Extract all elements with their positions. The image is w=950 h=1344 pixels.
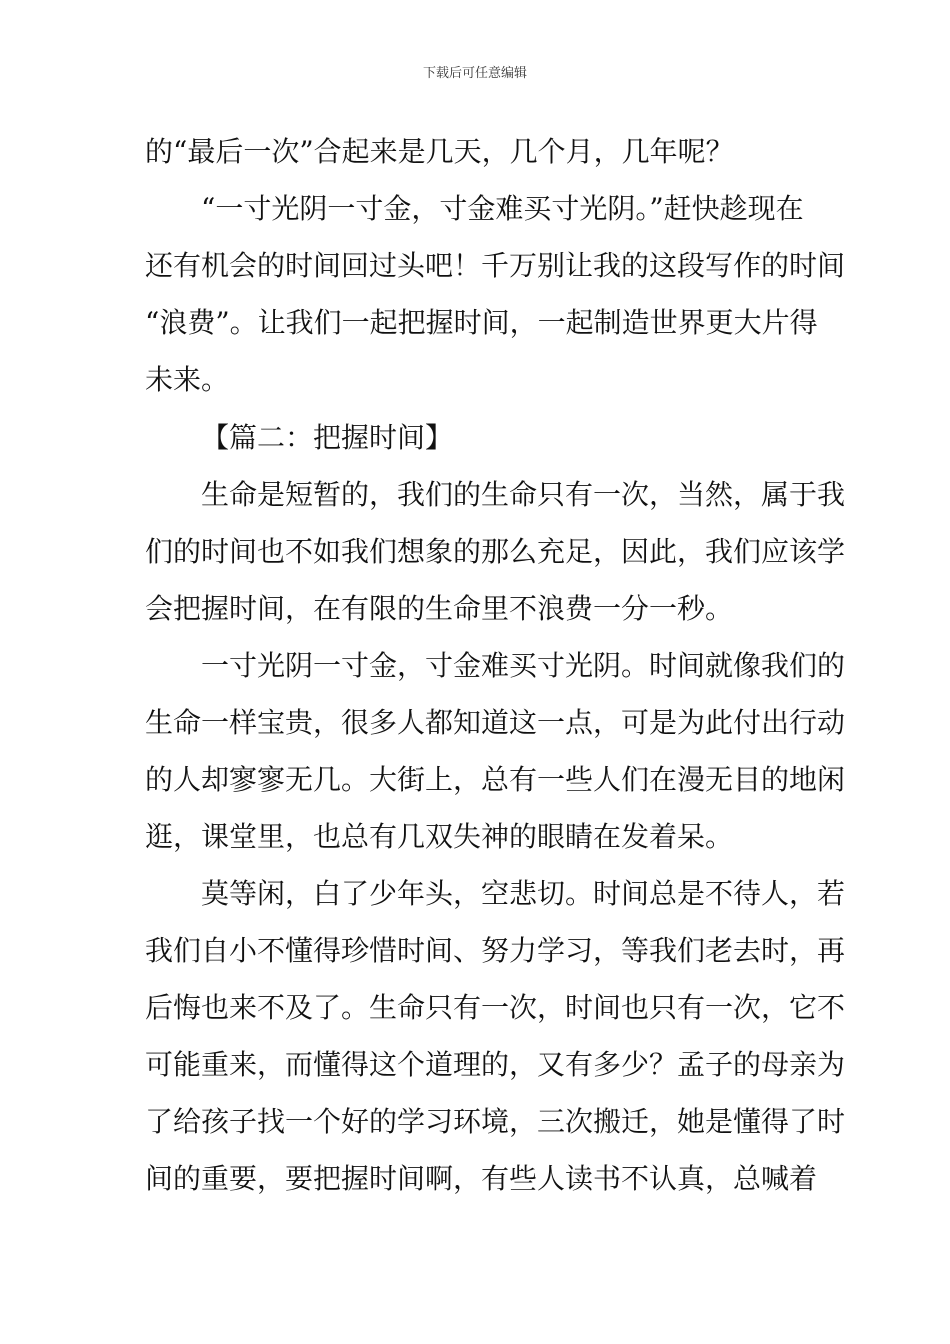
- download-note: 下载后可任意编辑: [422, 66, 527, 81]
- text-line: 了给孩子找一个好的学习环境，三次搬迁，她是懂得了时: [145, 1105, 846, 1138]
- text-line: 可能重来，而懂得这个道理的，又有多少？孟子的母亲为: [145, 1048, 846, 1081]
- paragraph-start-line: “一寸光阴一寸金，寸金难买寸光阴。”赶快趁现在: [201, 192, 804, 225]
- text-line: 生命一样宝贵，很多人都知道这一点，可是为此付出行动: [145, 706, 846, 739]
- text-line: 未来。: [145, 363, 230, 396]
- text-line: 我们自小不懂得珍惜时间、努力学习，等我们老去时，再: [145, 934, 846, 967]
- paragraph-start-line: 生命是短暂的，我们的生命只有一次，当然，属于我: [201, 478, 846, 511]
- paragraph-start-line: 一寸光阴一寸金，寸金难买寸光阴。时间就像我们的: [201, 649, 846, 682]
- text-line: 还有机会的时间回过头吧！千万别让我的这段写作的时间: [145, 249, 846, 282]
- text-line: 的“最后一次”合起来是几天，几个月，几年呢？: [145, 135, 734, 168]
- text-line: 后悔也来不及了。生命只有一次，时间也只有一次，它不: [145, 991, 846, 1024]
- text-line: 间的重要，要把握时间啊，有些人读书不认真，总喊着: [145, 1162, 818, 1195]
- text-line: 会把握时间，在有限的生命里不浪费一分一秒。: [145, 592, 734, 625]
- paragraph-start-line: 莫等闲，白了少年头，空悲切。时间总是不待人，若: [201, 877, 846, 910]
- text-line: 的人却寥寥无几。大街上，总有一些人们在漫无目的地闲: [145, 763, 846, 796]
- text-line: “浪费”。让我们一起把握时间，一起制造世界更大片得: [145, 306, 818, 339]
- text-line: 们的时间也不如我们想象的那么充足，因此，我们应该学: [145, 535, 846, 568]
- section-heading: 【篇二：把握时间】: [201, 421, 454, 454]
- text-line: 逛，课堂里，也总有几双失神的眼睛在发着呆。: [145, 820, 734, 853]
